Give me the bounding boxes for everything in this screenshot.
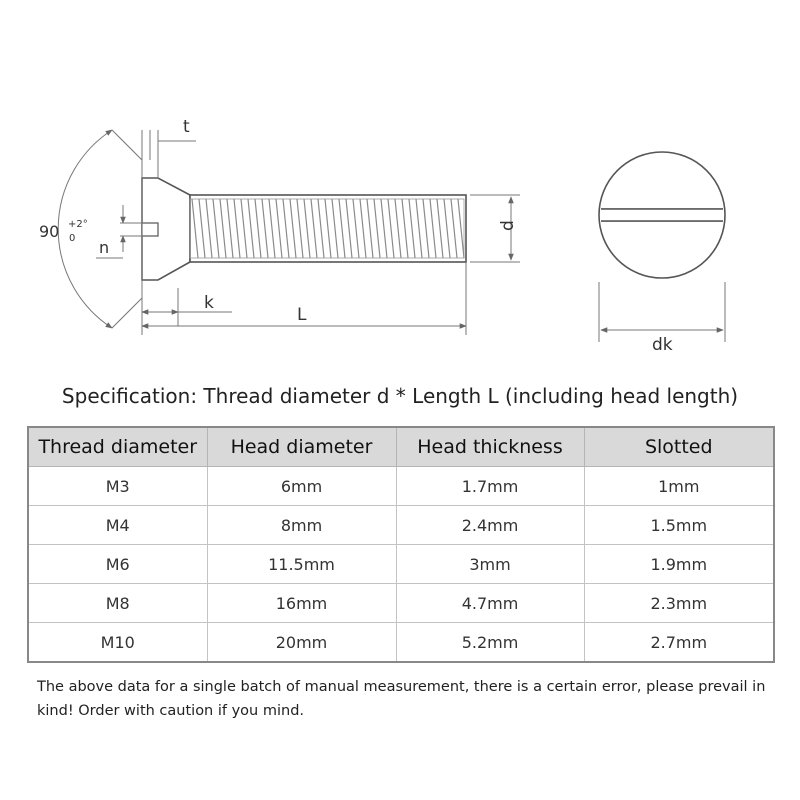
label-k: k (204, 293, 214, 313)
cell-thread-diameter: M4 (28, 506, 207, 545)
label-l: L (297, 305, 307, 325)
table-row (28, 545, 774, 584)
cell-slotted: 1mm (584, 467, 774, 506)
label-dk: dk (652, 335, 673, 355)
table-header-row (28, 427, 774, 467)
header-slotted: Slotted (584, 427, 774, 467)
cell-head-diameter: 6mm (207, 467, 396, 506)
cell-slotted: 1.9mm (584, 545, 774, 584)
table-row (28, 506, 774, 545)
cell-head-thickness: 1.7mm (396, 467, 584, 506)
cell-thread-diameter: M10 (28, 623, 207, 663)
label-n: n (99, 238, 110, 257)
label-angle-plus: +2° (68, 219, 88, 230)
spec-title: Specification: Thread diameter d * Length L (including head length) (61, 384, 739, 408)
screw-side-view (142, 178, 466, 280)
cell-thread-diameter: M3 (28, 467, 207, 506)
cell-head-thickness: 4.7mm (396, 584, 584, 623)
disclaimer-note: The above data for a single batch of manual measurement, there is a certain error, please prevail in kind! Order with caution if you mind. (37, 679, 766, 719)
label-d: d (498, 220, 518, 231)
head-slot (142, 223, 158, 236)
spec-table (27, 426, 775, 663)
cell-thread-diameter: M6 (28, 545, 207, 584)
cell-head-diameter: 16mm (207, 584, 396, 623)
label-t: t (183, 117, 190, 137)
cell-head-thickness: 5.2mm (396, 623, 584, 663)
top-slot (600, 209, 724, 221)
label-angle: 90 (39, 222, 60, 241)
cell-slotted: 2.3mm (584, 584, 774, 623)
label-angle-zero: 0 (69, 233, 76, 244)
cell-slotted: 1.5mm (584, 506, 774, 545)
cell-head-thickness: 2.4mm (396, 506, 584, 545)
header-head-thickness: Head thickness (396, 427, 584, 467)
cell-head-diameter: 20mm (207, 623, 396, 663)
cell-head-thickness: 3mm (396, 545, 584, 584)
cell-head-diameter: 8mm (207, 506, 396, 545)
header-head-diameter: Head diameter (207, 427, 396, 467)
cell-slotted: 2.7mm (584, 623, 774, 663)
screw-dimension-drawing (0, 0, 800, 370)
header-thread-diameter: Thread diameter (28, 427, 207, 467)
screw-top-view (599, 152, 725, 355)
table-row (28, 584, 774, 623)
cell-thread-diameter: M8 (28, 584, 207, 623)
table-row (28, 467, 774, 506)
cell-head-diameter: 11.5mm (207, 545, 396, 584)
table-row (28, 623, 774, 663)
